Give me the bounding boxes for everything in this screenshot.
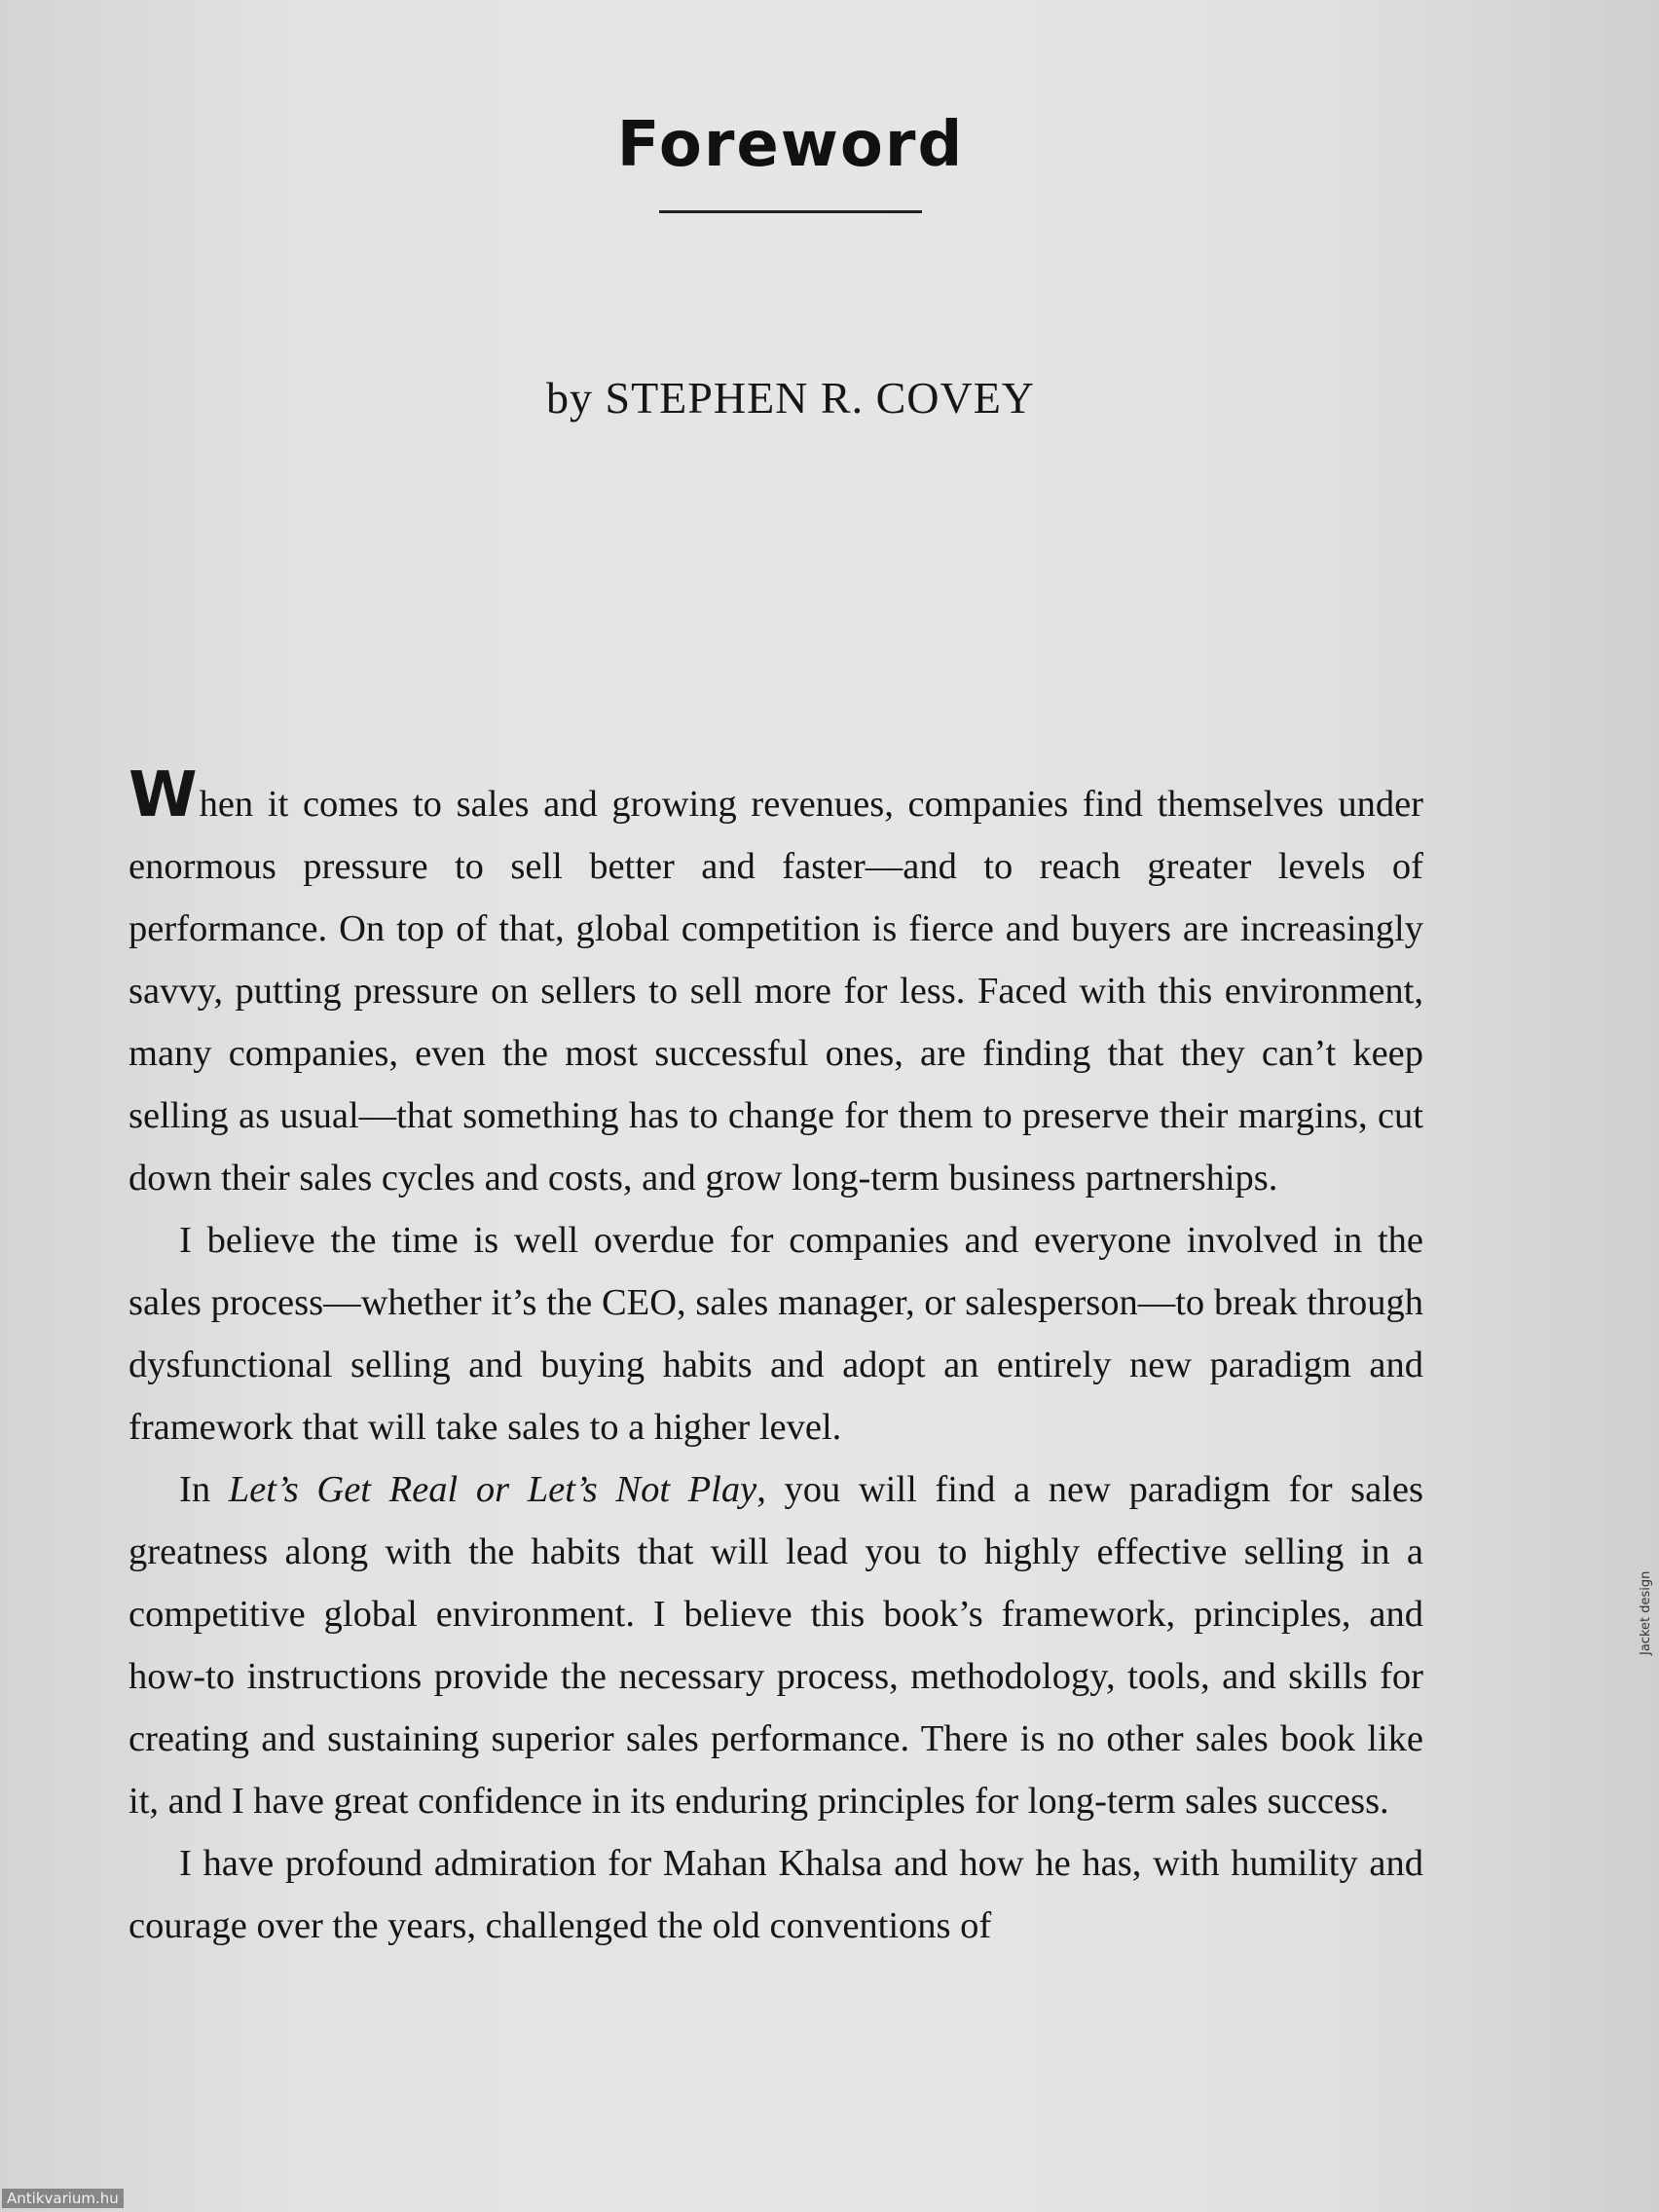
spine-margin-text: Jacket design xyxy=(1639,1570,1653,1655)
paragraph-1-text: hen it comes to sales and growing revenues, companies find themselves under enormous pressure to sell better and faster—and to reach greater levels of performance. On top of that, global competition is fierce and buyers are increasingly savvy, putting pressure on sellers to sell more for less. Faced with this environment, many companies, even the most successful ones, are finding that they can’t keep selling as usual—that something has to change for them to preserve their margins, cut down their sales cycles and costs, and grow long-term business partnerships. xyxy=(129,784,1423,1198)
paragraph-2: I believe the time is well overdue for companies and everyone involved in the sales process—whether it’s the CEO, sales manager, or salesperson—to break through dysfunctional selling and buying habits and adopt an entirely new paradigm and framework that will take sales to a higher level. xyxy=(129,1220,1423,1448)
paragraph-3-rest: , you will find a new paradigm for sales greatness along with the habits that will lead you to highly effective selling in a competitive global environment. I believe this book’s framework, principles, and how-to instructions provide the necessary process, methodology, tools, and skills for creating and sustaining superior sales performance. There is no other sales book like it, and I have great confidence in its enduring principles for long-term sales success. xyxy=(129,1469,1424,1822)
drop-cap: W xyxy=(129,759,198,831)
paragraph-3 xyxy=(129,1458,1423,1832)
paragraph-4: I have profound admiration for Mahan Khalsa and how he has, with humility and courage over the years, challenged the old conventions of xyxy=(129,1843,1423,1946)
foreword-body xyxy=(129,759,1424,1957)
page-title: Foreword xyxy=(616,109,965,181)
paragraph-1 xyxy=(129,759,1423,1209)
title-underline xyxy=(659,210,922,213)
book-title: Let’s Get Real or Let’s Not Play xyxy=(228,1469,757,1510)
author-byline: by STEPHEN R. COVEY xyxy=(545,373,1036,423)
paragraph-3-lead: In xyxy=(179,1469,229,1510)
watermark: Antikvarium.hu xyxy=(2,2189,124,2208)
